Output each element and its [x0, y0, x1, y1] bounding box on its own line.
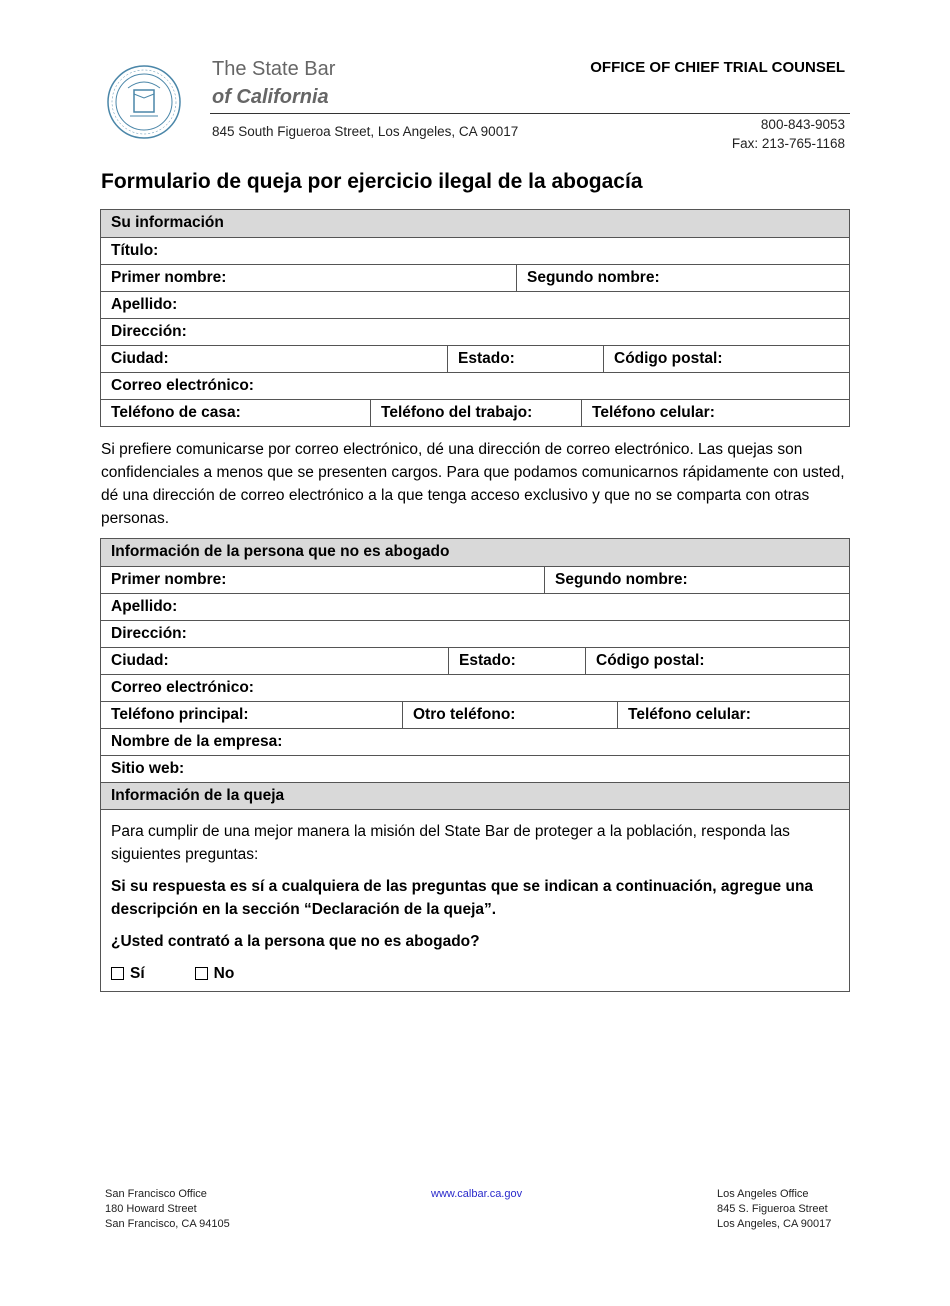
other-phone-field[interactable]: Otro teléfono: [402, 702, 617, 728]
office-address: 845 South Figueroa Street, Los Angeles, CA 90017 [212, 124, 519, 139]
email-notice-paragraph: Si prefiere comunicarse por correo electrónico, dé una dirección de correo electrónico. Las quejas son confidenciales a menos que se presenten cargos. Para que podamos comunicarnos rápidamente con usted, dé una dirección de correo electrónico a la que tenga acceso exclusivo y que no se comparta con otras personas. [101, 441, 845, 527]
form-row [101, 647, 849, 674]
form-row [101, 237, 849, 264]
email-field[interactable]: Correo electrónico: [111, 679, 254, 696]
complaint-intro: Para cumplir de una mejor manera la misión del State Bar de proteger a la población, responda las siguientes preguntas: [111, 823, 790, 863]
zip-field[interactable]: Código postal: [603, 346, 849, 372]
state-field[interactable]: Estado: [448, 648, 585, 674]
form-row [101, 755, 849, 782]
hired-question: ¿Usted contrató a la persona que no es abogado? [111, 933, 480, 950]
address-field[interactable]: Dirección: [111, 625, 187, 642]
form-row [101, 593, 849, 620]
form-row [101, 372, 849, 399]
org-name-line2: of California [212, 86, 329, 108]
cell-phone-field[interactable]: Teléfono celular: [581, 400, 849, 426]
section-header [101, 782, 849, 809]
form-row [101, 264, 849, 291]
section-header [101, 539, 849, 566]
form-row [101, 566, 849, 593]
email-field[interactable]: Correo electrónico: [111, 377, 254, 394]
title-field[interactable]: Título: [111, 242, 159, 259]
company-name-field[interactable]: Nombre de la empresa: [111, 733, 283, 750]
footer-line: 180 Howard Street [105, 1203, 197, 1215]
first-name-field[interactable]: Primer nombre: [111, 571, 227, 588]
last-name-field[interactable]: Apellido: [111, 598, 178, 615]
contact-phones [732, 115, 845, 153]
section-header [101, 210, 849, 237]
form-row [101, 318, 849, 345]
state-field[interactable]: Estado: [447, 346, 603, 372]
no-checkbox[interactable] [195, 962, 235, 985]
website-field[interactable]: Sitio web: [111, 760, 185, 777]
city-field[interactable]: Ciudad: [111, 350, 169, 367]
footer-website-link[interactable]: www.calbar.ca.gov [431, 1188, 523, 1200]
non-attorney-information-form [100, 538, 850, 992]
office-name: OFFICE OF CHIEF TRIAL COUNSEL [590, 59, 845, 76]
form-row [101, 620, 849, 647]
complaint-questions [101, 809, 849, 991]
last-name-field[interactable]: Apellido: [111, 296, 178, 313]
middle-name-field[interactable]: Segundo nombre: [544, 567, 849, 593]
complaint-instruction: Si su respuesta es sí a cualquiera de las preguntas que se indican a continuación, agregue una descripción en la sección “Declaración de la queja”. [111, 878, 814, 918]
footer-line: 845 S. Figueroa Street [717, 1203, 828, 1215]
yes-checkbox[interactable] [111, 962, 145, 985]
footer-line: San Francisco, CA 94105 [105, 1218, 230, 1230]
checkbox-icon [111, 967, 124, 980]
zip-field[interactable]: Código postal: [585, 648, 849, 674]
form-row [101, 728, 849, 755]
form-row [101, 399, 849, 426]
middle-name-field[interactable]: Segundo nombre: [516, 265, 849, 291]
main-phone-field[interactable]: Teléfono principal: [111, 706, 249, 723]
section-header-label: Su información [111, 214, 224, 231]
checkbox-icon [195, 967, 208, 980]
work-phone-field[interactable]: Teléfono del trabajo: [370, 400, 581, 426]
hired-answer-group [111, 962, 839, 985]
your-information-form [100, 209, 850, 427]
address-field[interactable]: Dirección: [111, 323, 187, 340]
org-name-line1: The State Bar [212, 58, 336, 80]
footer-line: San Francisco Office [105, 1188, 207, 1200]
section-header-label: Información de la queja [111, 787, 285, 804]
form-row [101, 674, 849, 701]
footer-line: Los Angeles, CA 90017 [717, 1218, 832, 1230]
cell-phone-field[interactable]: Teléfono celular: [617, 702, 849, 728]
no-label: No [213, 965, 235, 982]
first-name-field[interactable]: Primer nombre: [111, 269, 227, 286]
footer-sf-office [105, 1187, 230, 1232]
state-bar-seal-icon [106, 64, 182, 140]
phone-number: 800-843-9053 [760, 117, 845, 132]
home-phone-field[interactable]: Teléfono de casa: [111, 404, 241, 421]
form-row [101, 345, 849, 372]
form-row [101, 701, 849, 728]
section-header-label: Información de la persona que no es abogado [111, 543, 450, 560]
page-title: Formulario de queja por ejercicio ilegal de la abogacía [101, 170, 643, 193]
header-divider [210, 113, 850, 114]
city-field[interactable]: Ciudad: [111, 652, 169, 669]
yes-label: Sí [130, 965, 145, 982]
fax-number: Fax: 213-765-1168 [731, 136, 845, 151]
footer-la-office [717, 1187, 831, 1232]
footer-line: Los Angeles Office [717, 1188, 809, 1200]
form-row [101, 291, 849, 318]
